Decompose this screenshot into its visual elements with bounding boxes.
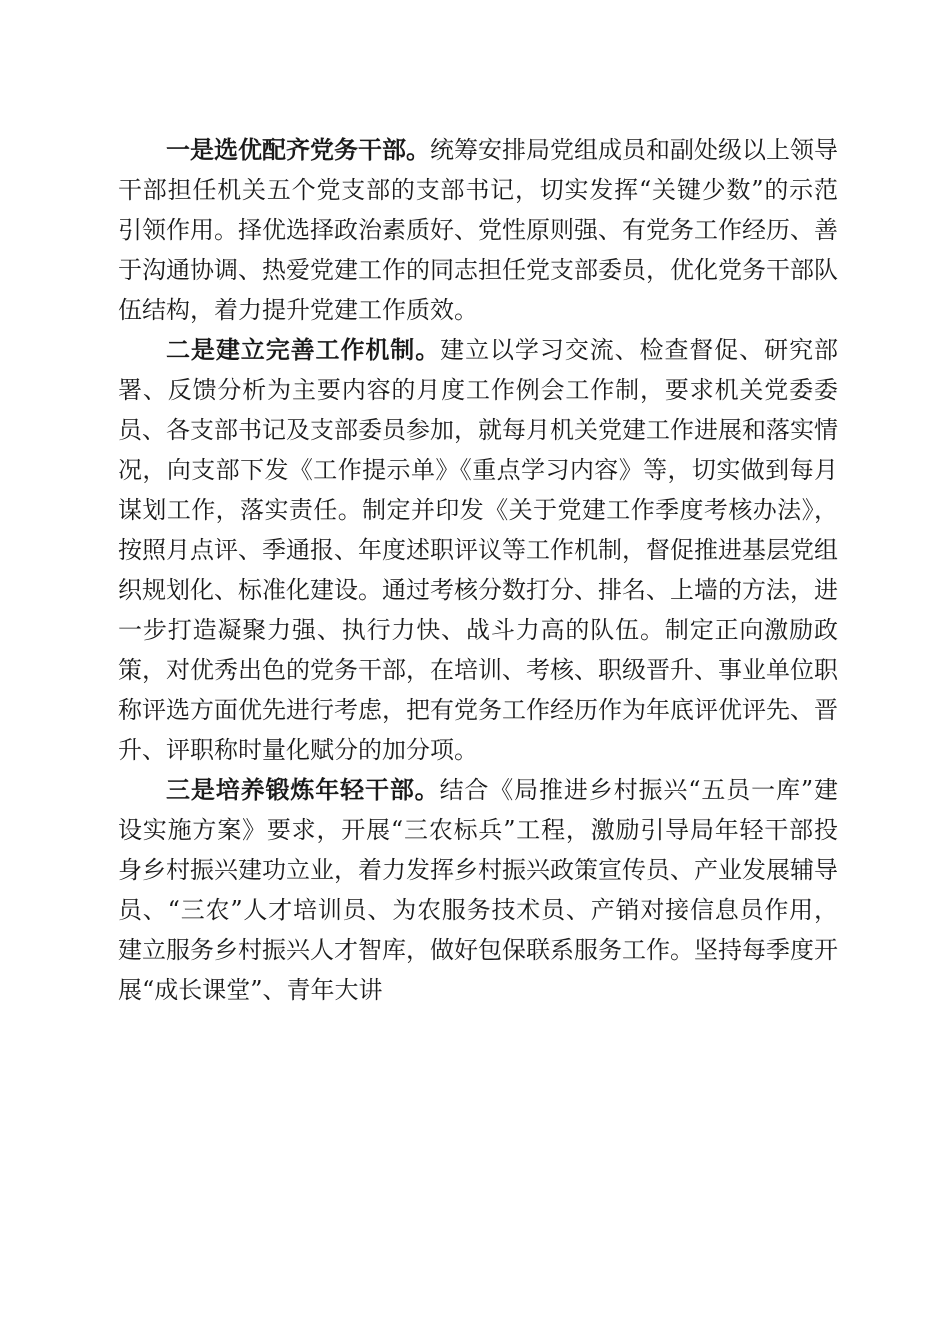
paragraph-3-heading: 三是培养锻炼年轻干部。 xyxy=(166,775,440,804)
paragraph-3 xyxy=(118,770,838,1010)
paragraph-1 xyxy=(118,130,838,330)
paragraph-1-text: 统筹安排局党组成员和副处级以上领导干部担任机关五个党支部的支部书记，切实发挥“关键少数”的示范引领作用。择优选择政治素质好、党性原则强、有党务工作经历、善于沟通协调、热爱党建工作的同志担任党支部委员，优化党务干部队伍结构，着力提升党建工作质效。 xyxy=(118,136,838,324)
paragraph-2-text: 建立以学习交流、检查督促、研究部署、反馈分析为主要内容的月度工作例会工作制，要求机关党委委员、各支部书记及支部委员参加，就每月机关党建工作进展和落实情况，向支部下发《工作提示单》《重点学习内容》等，切实做到每月谋划工作，落实责任。制定并印发《关于党建工作季度考核办法》，按照月点评、季通报、年度述职评议等工作机制，督促推进基层党组织规划化、标准化建设。通过考核分数打分、排名、上墙的方法，进一步打造凝聚力强、执行力快、战斗力高的队伍。制定正向激励政策，对优秀出色的党务干部，在培训、考核、职级晋升、事业单位职称评选方面优先进行考虑，把有党务工作经历作为年底评优评先、晋升、评职称时量化赋分的加分项。 xyxy=(118,336,839,764)
paragraph-2-heading: 二是建立完善工作机制。 xyxy=(166,335,441,364)
paragraph-1-heading: 一是选优配齐党务干部。 xyxy=(166,135,430,164)
paragraph-2 xyxy=(118,330,838,770)
paragraph-3-text: 结合《局推进乡村振兴“五员一库”建设实施方案》要求，开展“三农标兵”工程，激励引导局年轻干部投身乡村振兴建功立业，着力发挥乡村振兴政策宣传员、产业发展辅导员、“三农”人才培训员、为农服务技术员、产销对接信息员作用，建立服务乡村振兴人才智库，做好包保联系服务工作。坚持每季度开展“成长课堂”、青年大讲 xyxy=(118,776,838,1004)
document-body xyxy=(118,130,838,1010)
